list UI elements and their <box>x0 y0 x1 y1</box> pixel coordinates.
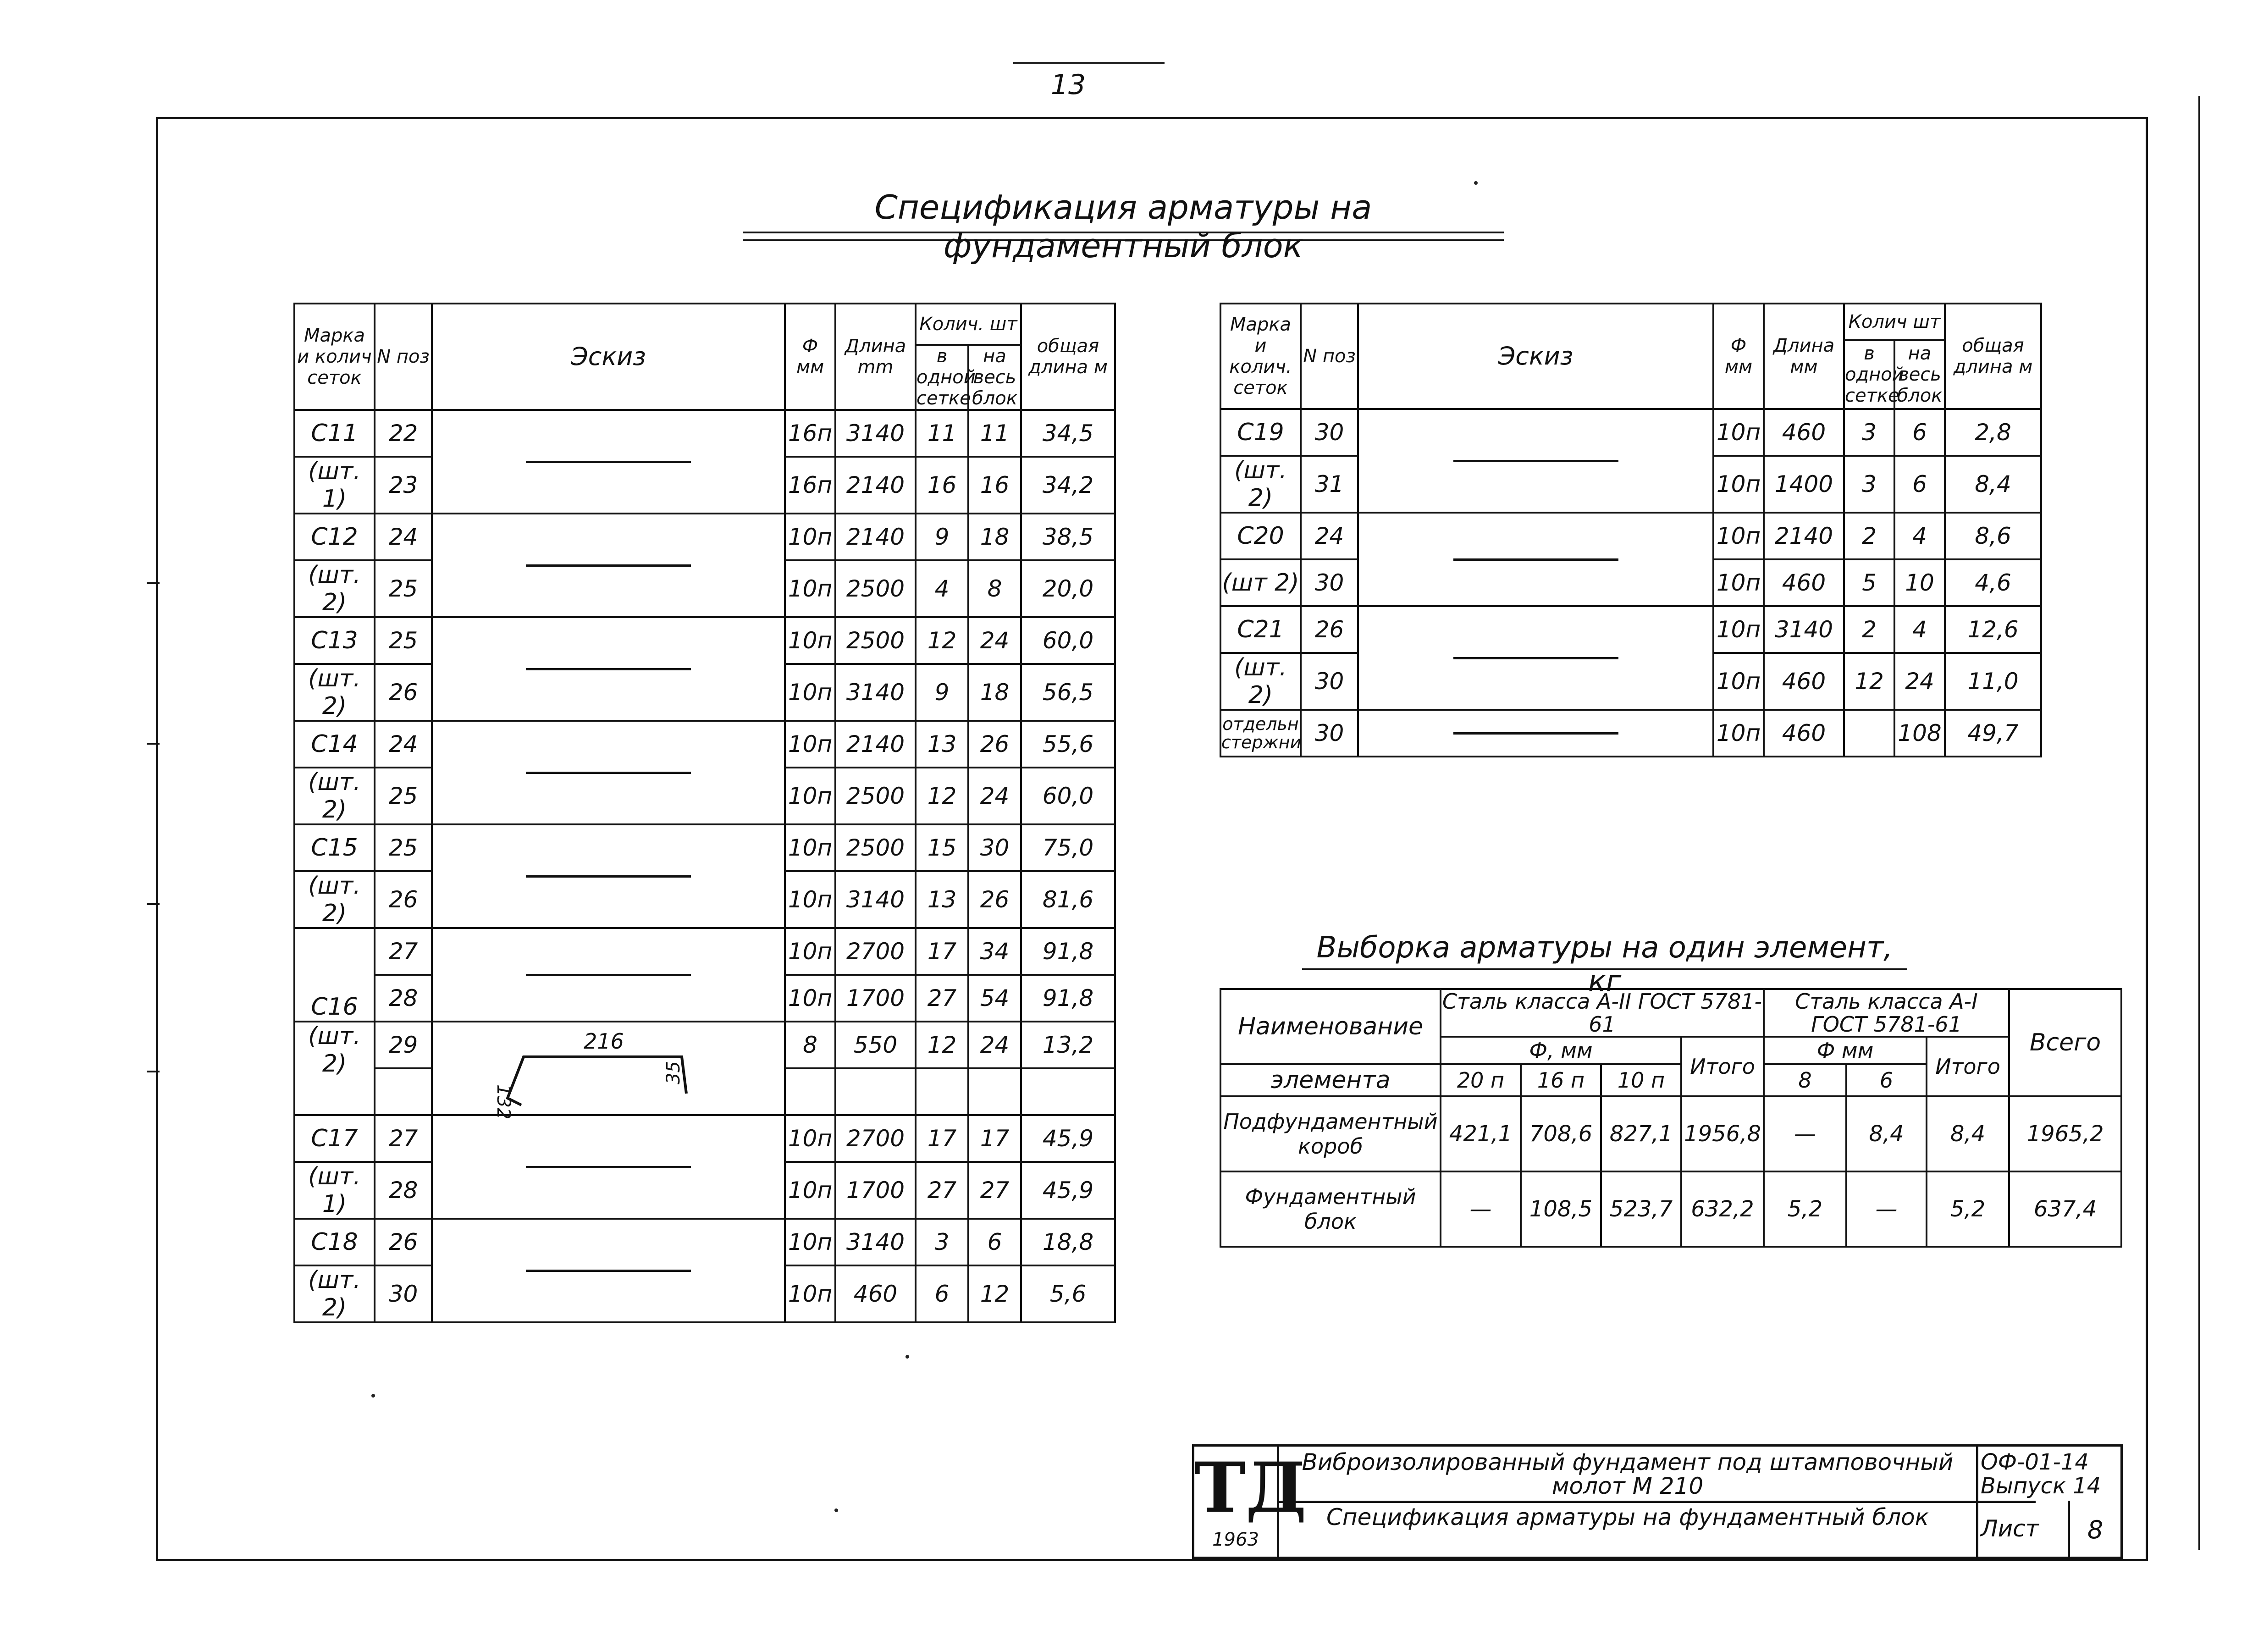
qty-all-cell: 10 <box>1894 559 1945 606</box>
count-cell: (шт. 1) <box>294 457 375 514</box>
length-cell: 460 <box>1764 559 1844 606</box>
main-title: Спецификация арматуры на фундаментный блок <box>874 188 1372 265</box>
qty-one-cell: 3 <box>1844 456 1894 513</box>
title-block <box>1192 1444 2123 1559</box>
count-cell: (шт. 2) <box>1220 456 1301 513</box>
diam-cell <box>785 1068 835 1115</box>
sketch-cell <box>432 1219 785 1322</box>
diam-cell: 10п <box>1713 653 1764 710</box>
straight-bar-sketch <box>526 564 691 567</box>
diam-cell: 10п <box>785 975 835 1022</box>
straight-bar-sketch <box>1453 732 1618 735</box>
qty-one-cell: 3 <box>1844 409 1894 456</box>
scan-speck <box>905 1355 909 1359</box>
qty-one-cell: 9 <box>916 514 968 560</box>
mark-cell: отдельн стержни <box>1220 710 1301 757</box>
scan-speck <box>371 1394 375 1398</box>
qty-all-cell: 24 <box>968 1022 1021 1068</box>
total-length-cell: 20,0 <box>1021 560 1115 617</box>
sketch-cell <box>1358 513 1713 606</box>
diam-cell: 10п <box>785 560 835 617</box>
pos-cell: 22 <box>375 410 432 457</box>
bent-dim-right: 35 <box>663 1061 684 1084</box>
qty-all-cell: 24 <box>968 768 1021 824</box>
qty-one-cell: 9 <box>916 664 968 721</box>
edge-tick <box>147 582 160 584</box>
diam-cell: 10п <box>785 514 835 560</box>
header-name-bottom: элемента <box>1220 1064 1441 1096</box>
length-cell: 2500 <box>835 617 916 664</box>
total-length-cell: 75,0 <box>1021 824 1115 871</box>
qty-one-cell: 6 <box>916 1265 968 1322</box>
length-cell: 2140 <box>835 457 916 514</box>
length-cell: 460 <box>835 1265 916 1322</box>
header-mark: Марка и колич сеток <box>294 304 375 410</box>
total-length-cell: 91,8 <box>1021 928 1115 975</box>
d20-cell: — <box>1441 1171 1521 1247</box>
pos-cell: 31 <box>1301 456 1358 513</box>
total-length-cell: 11,0 <box>1945 653 2041 710</box>
qty-all-cell: 108 <box>1894 710 1945 757</box>
qty-one-cell: 17 <box>916 1115 968 1162</box>
header-total-length: общая длина м <box>1945 304 2041 409</box>
header-d16: 16 п <box>1521 1064 1601 1096</box>
element-name-cell: Подфундаментный короб <box>1220 1096 1441 1171</box>
header-diam-a1: Ф мм <box>1764 1037 1927 1064</box>
diam-cell: 10п <box>785 721 835 768</box>
straight-bar-sketch <box>526 1270 691 1272</box>
pos-cell: 30 <box>1301 653 1358 710</box>
header-qty-total: на весь блок <box>968 345 1021 410</box>
mark-cell: С12 <box>294 514 375 560</box>
qty-one-cell: 12 <box>1844 653 1894 710</box>
straight-bar-sketch <box>526 974 691 976</box>
sketch-cell <box>432 410 785 514</box>
qty-one-cell: 3 <box>916 1219 968 1265</box>
straight-bar-sketch <box>526 1166 691 1168</box>
pos-cell: 25 <box>375 824 432 871</box>
pos-cell: 24 <box>1301 513 1358 559</box>
total-length-cell: 49,7 <box>1945 710 2041 757</box>
total-length-cell: 34,5 <box>1021 410 1115 457</box>
header-qty-one: в одной сетке <box>916 346 976 409</box>
sketch-cell <box>1358 606 1713 710</box>
header-sketch: Эскиз <box>432 304 785 410</box>
itogo-a1-cell: 5,2 <box>1927 1171 2009 1247</box>
qty-one-cell: 17 <box>916 928 968 975</box>
qty-one-cell <box>1844 710 1894 757</box>
diam-cell: 10п <box>1713 513 1764 559</box>
qty-one-cell: 4 <box>916 560 968 617</box>
straight-bar-sketch <box>526 875 691 878</box>
straight-bar-sketch <box>1453 460 1618 462</box>
d10-cell: 523,7 <box>1601 1171 1681 1247</box>
length-cell: 2500 <box>835 560 916 617</box>
pos-cell: 23 <box>375 457 432 514</box>
length-cell: 2500 <box>835 824 916 871</box>
straight-bar-sketch <box>526 772 691 774</box>
d16-cell: 708,6 <box>1521 1096 1601 1171</box>
diam-cell: 10п <box>785 664 835 721</box>
d10-cell: 827,1 <box>1601 1096 1681 1171</box>
count-cell: (шт. 2) <box>294 768 375 824</box>
mark-cell: С18 <box>294 1219 375 1265</box>
qty-all-cell: 16 <box>968 457 1021 514</box>
sketch-cell <box>432 721 785 824</box>
qty-one-cell: 13 <box>916 871 968 928</box>
pos-cell: 28 <box>375 1162 432 1219</box>
total-length-cell: 8,6 <box>1945 513 2041 559</box>
drawing-code: ОФ-01-14 Выпуск 14 <box>1981 1449 2101 1499</box>
header-pos: N поз <box>1301 304 1358 409</box>
header-qty-total: на весь блок <box>1894 340 1945 409</box>
title-block-divider <box>1277 1501 2036 1503</box>
header-length: Длина мм <box>1764 304 1844 409</box>
mark-cell: С15 <box>294 824 375 871</box>
qty-all-cell: 54 <box>968 975 1021 1022</box>
qty-all-cell: 6 <box>1894 409 1945 456</box>
diam-cell: 10п <box>785 871 835 928</box>
qty-one-cell: 12 <box>916 768 968 824</box>
qty-all-cell: 6 <box>968 1219 1021 1265</box>
header-d8: 8 <box>1764 1064 1846 1096</box>
itogo-a2-cell: 632,2 <box>1681 1171 1764 1247</box>
header-steel-a2: Сталь класса А-II ГОСТ 5781-61 <box>1441 989 1764 1037</box>
itogo-a1-cell: 8,4 <box>1927 1096 2009 1171</box>
d8-cell: 5,2 <box>1764 1171 1846 1247</box>
diam-cell: 10п <box>1713 606 1764 653</box>
scan-speck <box>834 1508 838 1512</box>
mark-cell: С17 <box>294 1115 375 1162</box>
total-cell: 1965,2 <box>2009 1096 2121 1171</box>
sketch-cell <box>1358 710 1713 757</box>
spec-table-right <box>1220 303 2042 757</box>
qty-one-cell <box>916 1068 968 1115</box>
sample-table <box>1220 988 2122 1248</box>
edge-tick <box>147 743 160 745</box>
length-cell: 1400 <box>1764 456 1844 513</box>
header-qty: Колич шт <box>1844 304 1945 340</box>
sketch-cell <box>432 1115 785 1219</box>
qty-one-cell: 27 <box>916 1162 968 1219</box>
logo-text: ТД <box>1194 1448 1307 1528</box>
pos-cell: 30 <box>375 1265 432 1322</box>
length-cell: 460 <box>1764 653 1844 710</box>
pos-cell: 25 <box>375 560 432 617</box>
pos-cell: 27 <box>375 1115 432 1162</box>
bent-bar-sketch <box>489 1025 728 1120</box>
title-underline <box>743 239 1504 241</box>
pos-cell: 30 <box>1301 710 1358 757</box>
count-cell: (шт. 2) <box>294 1022 375 1115</box>
diam-cell: 10п <box>1713 710 1764 757</box>
mark-cell: С20 <box>1220 513 1301 559</box>
total-length-cell: 55,6 <box>1021 721 1115 768</box>
length-cell: 3140 <box>835 410 916 457</box>
pos-cell: 25 <box>375 768 432 824</box>
qty-all-cell: 34 <box>968 928 1021 975</box>
total-length-cell: 91,8 <box>1021 975 1115 1022</box>
sheet-number: 8 <box>2087 1515 2103 1544</box>
length-cell: 1700 <box>835 1162 916 1219</box>
diam-cell: 10п <box>785 617 835 664</box>
header-total-length: общая длина м <box>1021 304 1115 410</box>
header-d10: 10 п <box>1601 1064 1681 1096</box>
pos-cell: 26 <box>375 664 432 721</box>
qty-all-cell: 24 <box>1894 653 1945 710</box>
mark-cell: С14 <box>294 721 375 768</box>
header-d20: 20 п <box>1441 1064 1521 1096</box>
scan-speck <box>1474 181 1478 185</box>
qty-one-cell: 2 <box>1844 513 1894 559</box>
header-qty: Колич. шт <box>916 304 1021 345</box>
qty-all-cell: 11 <box>968 410 1021 457</box>
sheet-label: Лист <box>1981 1515 2039 1542</box>
diam-cell: 16п <box>785 410 835 457</box>
total-length-cell: 56,5 <box>1021 664 1115 721</box>
qty-all-cell: 18 <box>968 514 1021 560</box>
length-cell: 3140 <box>835 664 916 721</box>
qty-all-cell: 4 <box>1894 606 1945 653</box>
element-name-cell: Фундаментный блок <box>1220 1171 1441 1247</box>
title-block-divider <box>1976 1447 1978 1557</box>
sketch-cell <box>432 824 785 928</box>
count-cell: (шт. 2) <box>294 560 375 617</box>
header-diam: Ф мм <box>1713 304 1764 409</box>
pos-cell: 29 <box>375 1022 432 1068</box>
mark-cell: С21 <box>1220 606 1301 653</box>
pos-cell: 30 <box>1301 409 1358 456</box>
total-length-cell: 5,6 <box>1021 1265 1115 1322</box>
sketch-cell <box>432 617 785 721</box>
count-cell: (шт. 2) <box>294 1265 375 1322</box>
count-cell: (шт. 2) <box>1220 653 1301 710</box>
total-length-cell: 34,2 <box>1021 457 1115 514</box>
header-total: Всего <box>2009 989 2121 1096</box>
diam-cell: 10п <box>1713 559 1764 606</box>
pos-cell: 26 <box>1301 606 1358 653</box>
sketch-cell <box>432 928 785 1022</box>
d20-cell: 421,1 <box>1441 1096 1521 1171</box>
length-cell: 1700 <box>835 975 916 1022</box>
qty-all-cell: 26 <box>968 871 1021 928</box>
length-cell: 2700 <box>835 1115 916 1162</box>
straight-bar-sketch <box>526 461 691 463</box>
length-cell: 3140 <box>1764 606 1844 653</box>
total-length-cell: 45,9 <box>1021 1162 1115 1219</box>
header-diam-a2: Ф, мм <box>1441 1037 1681 1064</box>
total-cell: 637,4 <box>2009 1171 2121 1247</box>
diam-cell: 10п <box>785 1219 835 1265</box>
length-cell: 2500 <box>835 768 916 824</box>
edge-tick <box>147 1071 160 1072</box>
diam-cell: 8 <box>785 1022 835 1068</box>
qty-one-cell: 12 <box>916 617 968 664</box>
header-diam: Ф мм <box>785 304 835 410</box>
header-sketch: Эскиз <box>1358 304 1713 409</box>
length-cell: 3140 <box>835 871 916 928</box>
diam-cell: 10п <box>785 1265 835 1322</box>
count-cell: (шт 2) <box>1220 559 1301 606</box>
total-length-cell: 12,6 <box>1945 606 2041 653</box>
mark-cell: С19 <box>1220 409 1301 456</box>
qty-one-cell: 15 <box>916 824 968 871</box>
count-cell: (шт. 1) <box>294 1162 375 1219</box>
diam-cell: 10п <box>785 824 835 871</box>
length-cell: 460 <box>1764 710 1844 757</box>
total-length-cell: 45,9 <box>1021 1115 1115 1162</box>
page-number-line <box>1013 62 1165 64</box>
qty-all-cell: 12 <box>968 1265 1021 1322</box>
right-edge-line <box>2198 96 2200 1550</box>
pos-cell <box>375 1068 432 1115</box>
length-cell: 2140 <box>1764 513 1844 559</box>
qty-one-cell: 12 <box>916 1022 968 1068</box>
project-title: Виброизолированный фундамент под штамповочный молот М 210 <box>1302 1449 1954 1499</box>
pos-cell: 27 <box>375 928 432 975</box>
header-steel-a1: Сталь класса А-I ГОСТ 5781-61 <box>1764 989 2009 1037</box>
qty-one-cell: 2 <box>1844 606 1894 653</box>
pos-cell: 28 <box>375 975 432 1022</box>
title-block-logo <box>1194 1447 1307 1557</box>
header-length: Длина mm <box>835 304 916 410</box>
diam-cell: 10п <box>1713 456 1764 513</box>
page-number: 13 <box>1050 69 1086 101</box>
sample-title-underline <box>1302 968 1907 970</box>
qty-all-cell: 18 <box>968 664 1021 721</box>
qty-one-cell: 27 <box>916 975 968 1022</box>
header-pos: N поз <box>375 304 432 410</box>
sheet-title: Спецификация арматуры на фундаментный блок <box>1326 1504 1929 1530</box>
total-length-cell: 38,5 <box>1021 514 1115 560</box>
length-cell: 2700 <box>835 928 916 975</box>
pos-cell: 25 <box>375 617 432 664</box>
length-cell <box>835 1068 916 1115</box>
diam-cell: 10п <box>785 928 835 975</box>
qty-all-cell: 6 <box>1894 456 1945 513</box>
mark-cell: С16 <box>294 928 375 1022</box>
count-cell: (шт. 2) <box>294 871 375 928</box>
total-length-cell <box>1021 1068 1115 1115</box>
diam-cell: 10п <box>785 768 835 824</box>
length-cell: 2140 <box>835 514 916 560</box>
qty-all-cell: 27 <box>968 1162 1021 1219</box>
spec-table-left <box>293 303 1116 1323</box>
bent-dim-left: 132 <box>493 1084 514 1120</box>
qty-one-cell: 11 <box>916 410 968 457</box>
mark-cell: С13 <box>294 617 375 664</box>
length-cell: 550 <box>835 1022 916 1068</box>
qty-all-cell: 24 <box>968 617 1021 664</box>
length-cell: 2140 <box>835 721 916 768</box>
title-block-year: 1963 <box>1212 1529 1259 1550</box>
d6-cell: — <box>1846 1171 1927 1247</box>
qty-all-cell: 30 <box>968 824 1021 871</box>
header-mark: Марка и колич. сеток <box>1220 304 1301 409</box>
bent-dim-top: 216 <box>584 1029 624 1054</box>
diam-cell: 10п <box>785 1162 835 1219</box>
qty-all-cell: 4 <box>1894 513 1945 559</box>
length-cell: 3140 <box>835 1219 916 1265</box>
qty-all-cell: 17 <box>968 1115 1021 1162</box>
header-qty-one: в одной сетке <box>1844 340 1894 409</box>
pos-cell: 26 <box>375 871 432 928</box>
total-length-cell: 18,8 <box>1021 1219 1115 1265</box>
qty-one-cell: 5 <box>1844 559 1894 606</box>
pos-cell: 30 <box>1301 559 1358 606</box>
sketch-cell <box>1358 409 1713 513</box>
d16-cell: 108,5 <box>1521 1171 1601 1247</box>
straight-bar-sketch <box>526 668 691 670</box>
header-itogo-a1: Итого <box>1927 1037 2009 1096</box>
mark-cell: С11 <box>294 410 375 457</box>
qty-all-cell: 8 <box>968 560 1021 617</box>
header-name-top: Наименование <box>1220 989 1441 1064</box>
sample-title: Выборка арматуры на один элемент, кг <box>1316 931 1893 999</box>
count-cell: (шт. 2) <box>294 664 375 721</box>
itogo-a2-cell: 1956,8 <box>1681 1096 1764 1171</box>
total-length-cell: 60,0 <box>1021 617 1115 664</box>
diam-cell: 16п <box>785 457 835 514</box>
diam-cell: 10п <box>785 1115 835 1162</box>
straight-bar-sketch <box>1453 657 1618 659</box>
sketch-cell <box>432 1022 785 1120</box>
total-length-cell: 8,4 <box>1945 456 2041 513</box>
qty-one-cell: 16 <box>916 457 968 514</box>
pos-cell: 26 <box>375 1219 432 1265</box>
qty-all-cell <box>968 1068 1021 1115</box>
d8-cell: — <box>1764 1096 1846 1171</box>
total-length-cell: 13,2 <box>1021 1022 1115 1068</box>
total-length-cell: 60,0 <box>1021 768 1115 824</box>
total-length-cell: 4,6 <box>1945 559 2041 606</box>
pos-cell: 24 <box>375 514 432 560</box>
header-itogo-a2: Итого <box>1681 1037 1764 1096</box>
edge-tick <box>147 903 160 905</box>
diam-cell: 10п <box>1713 409 1764 456</box>
total-length-cell: 2,8 <box>1945 409 2041 456</box>
straight-bar-sketch <box>1453 558 1618 561</box>
title-underline <box>743 232 1504 233</box>
header-d6: 6 <box>1846 1064 1927 1096</box>
d6-cell: 8,4 <box>1846 1096 1927 1171</box>
qty-one-cell: 13 <box>916 721 968 768</box>
sketch-cell <box>432 514 785 617</box>
total-length-cell: 81,6 <box>1021 871 1115 928</box>
qty-all-cell: 26 <box>968 721 1021 768</box>
length-cell: 460 <box>1764 409 1844 456</box>
pos-cell: 24 <box>375 721 432 768</box>
